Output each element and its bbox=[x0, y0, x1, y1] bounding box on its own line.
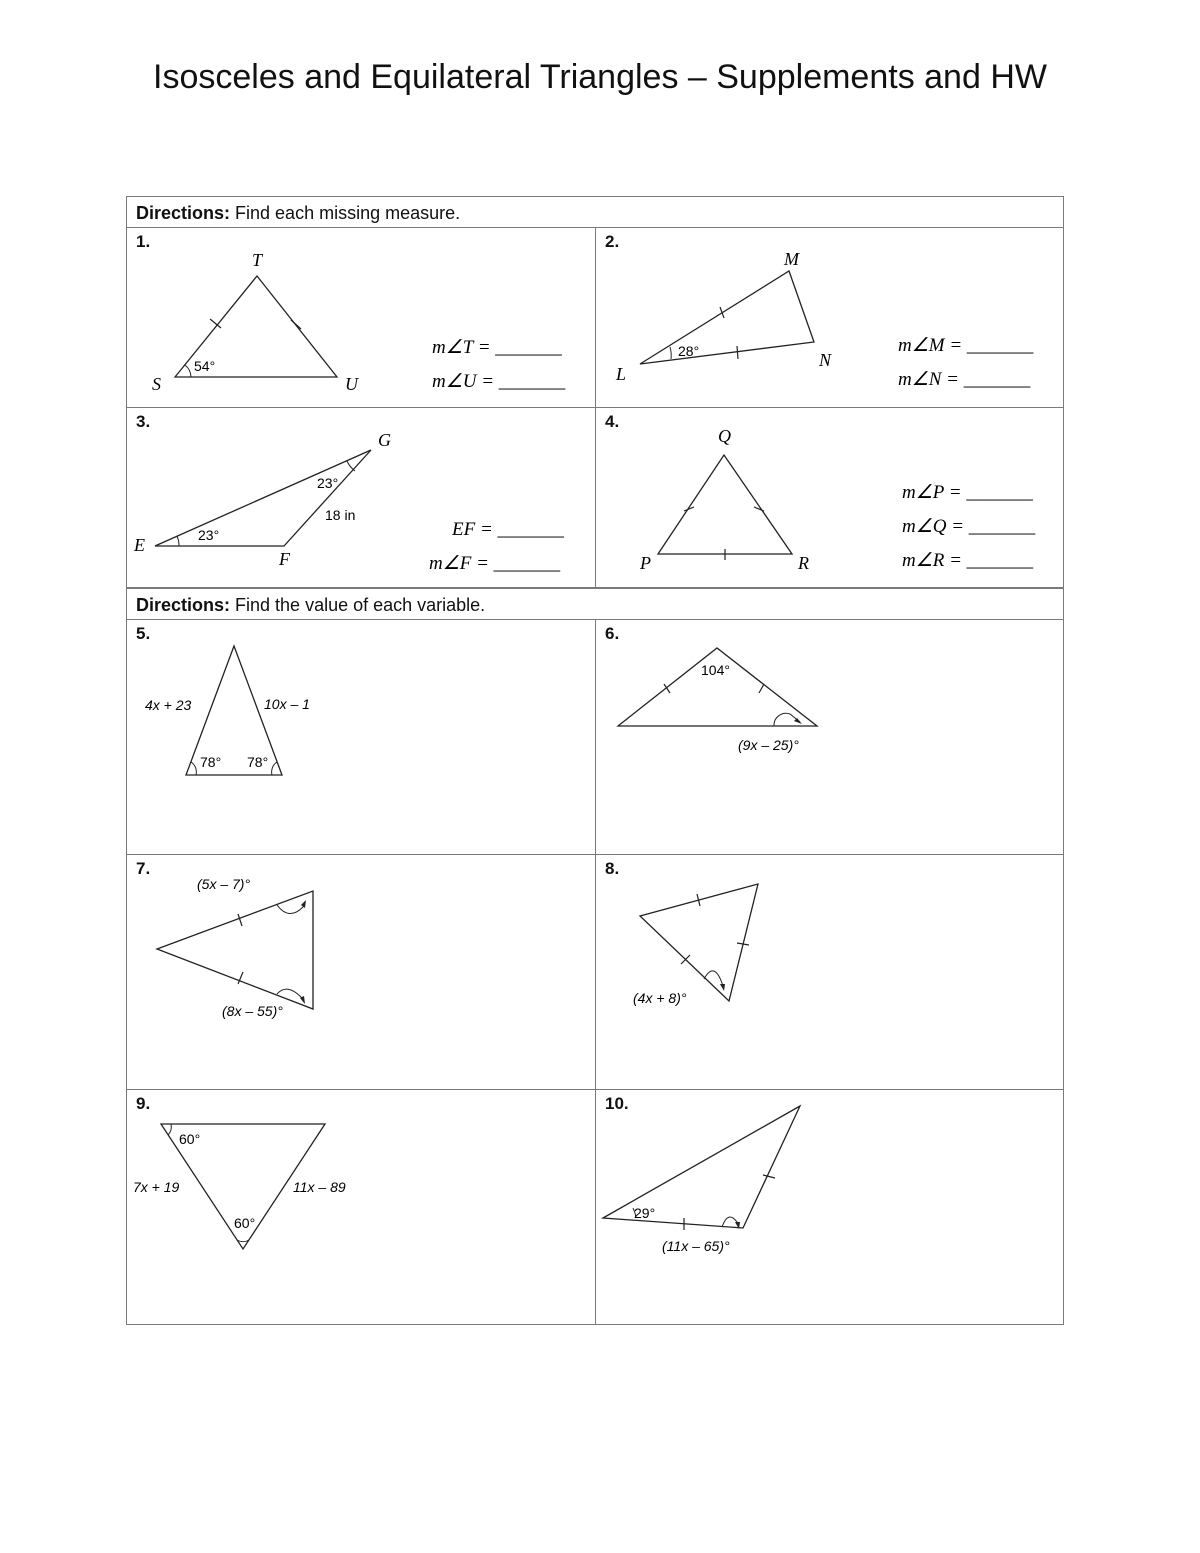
worksheet bbox=[126, 196, 1066, 1324]
triangle-2-figure bbox=[596, 228, 1062, 406]
problem-8 bbox=[595, 854, 1064, 1090]
page-title: Isosceles and Equilateral Triangles – Supplements and HW bbox=[153, 58, 1047, 96]
directions-text: Find each missing measure. bbox=[230, 203, 461, 223]
vertex-l-label: L bbox=[616, 364, 627, 384]
triangle-7-figure bbox=[127, 855, 594, 1088]
answer-mr: m∠R = _______ bbox=[902, 550, 1034, 571]
vertex-r-label: R bbox=[798, 553, 809, 573]
side-fg-label: 18 in bbox=[325, 507, 356, 523]
directions-label: Directions: bbox=[136, 203, 231, 223]
problem-number: 6. bbox=[605, 624, 620, 643]
angle-expr: (4x + 8)° bbox=[633, 990, 687, 1006]
angle-bottom-label: 60° bbox=[234, 1215, 256, 1231]
angle-top-expr: (5x – 7)° bbox=[197, 876, 251, 892]
problem-1 bbox=[126, 227, 596, 408]
triangle-6-figure bbox=[596, 620, 1062, 853]
angle-g-label: 23° bbox=[317, 475, 339, 491]
side-right-expr: 11x – 89 bbox=[293, 1179, 346, 1195]
directions-1 bbox=[126, 196, 1064, 228]
problem-2 bbox=[595, 227, 1064, 408]
answer-mn: m∠N = _______ bbox=[898, 369, 1031, 390]
answer-mq: m∠Q = _______ bbox=[902, 516, 1036, 537]
vertex-g-label: G bbox=[378, 430, 391, 450]
answer-mm: m∠M = _______ bbox=[898, 335, 1034, 356]
vertex-q-label: Q bbox=[718, 426, 731, 446]
problem-5 bbox=[126, 619, 596, 855]
answer-mu: m∠U = _______ bbox=[432, 371, 566, 392]
problem-4 bbox=[595, 407, 1064, 588]
directions-2 bbox=[126, 588, 1064, 620]
problem-7 bbox=[126, 854, 596, 1090]
problem-6 bbox=[595, 619, 1064, 855]
angle-right-label: 78° bbox=[247, 754, 269, 770]
vertex-p-label: P bbox=[640, 553, 651, 573]
vertex-t-label: T bbox=[252, 250, 263, 270]
vertex-e-label: E bbox=[134, 535, 145, 555]
angle-e-label: 23° bbox=[198, 527, 220, 543]
directions-label: Directions: bbox=[136, 595, 231, 615]
problem-number: 5. bbox=[136, 624, 151, 643]
vertex-s-label: S bbox=[152, 374, 161, 394]
problem-10 bbox=[595, 1089, 1064, 1325]
problem-number: 8. bbox=[605, 859, 620, 878]
vertex-n-label: N bbox=[819, 350, 832, 370]
angle-left-label: 78° bbox=[200, 754, 222, 770]
angle-l-label: 28° bbox=[678, 343, 700, 359]
answer-ef: EF = _______ bbox=[452, 519, 565, 540]
angle-expr: (9x – 25)° bbox=[738, 737, 799, 753]
problem-number: 10. bbox=[605, 1094, 629, 1113]
triangle-9-figure bbox=[127, 1090, 594, 1323]
side-left-expr: 4x + 23 bbox=[145, 697, 192, 713]
problem-number: 2. bbox=[605, 232, 620, 251]
answer-mt: m∠T = _______ bbox=[432, 337, 562, 358]
vertex-u-label: U bbox=[345, 374, 358, 394]
triangle-10-figure bbox=[596, 1090, 1062, 1323]
problem-9 bbox=[126, 1089, 596, 1325]
side-left-expr: 7x + 19 bbox=[133, 1179, 180, 1195]
triangle-3-figure bbox=[127, 408, 594, 586]
answer-mp: m∠P = _______ bbox=[902, 482, 1033, 503]
triangle-8-figure bbox=[596, 855, 1062, 1088]
angle-top-label: 60° bbox=[179, 1131, 201, 1147]
angle-bottom-expr: (8x – 55)° bbox=[222, 1003, 283, 1019]
problem-number: 9. bbox=[136, 1094, 151, 1113]
directions-text: Find the value of each variable. bbox=[230, 595, 486, 615]
triangle-4-figure bbox=[596, 408, 1062, 586]
problem-number: 1. bbox=[136, 232, 151, 251]
problem-number: 4. bbox=[605, 412, 620, 431]
answer-mf: m∠F = _______ bbox=[429, 553, 561, 574]
problem-number: 3. bbox=[136, 412, 151, 431]
triangle-1-figure bbox=[127, 228, 594, 406]
angle-top-label: 104° bbox=[701, 662, 730, 678]
problem-number: 7. bbox=[136, 859, 151, 878]
angle-expr: (11x – 65)° bbox=[662, 1238, 730, 1254]
angle-s-label: 54° bbox=[194, 358, 216, 374]
angle-left-label: 29° bbox=[634, 1205, 656, 1221]
problem-3 bbox=[126, 407, 596, 588]
vertex-f-label: F bbox=[279, 549, 290, 569]
side-right-expr: 10x – 1 bbox=[264, 696, 310, 712]
triangle-5-figure bbox=[127, 620, 594, 853]
vertex-m-label: M bbox=[784, 249, 799, 269]
